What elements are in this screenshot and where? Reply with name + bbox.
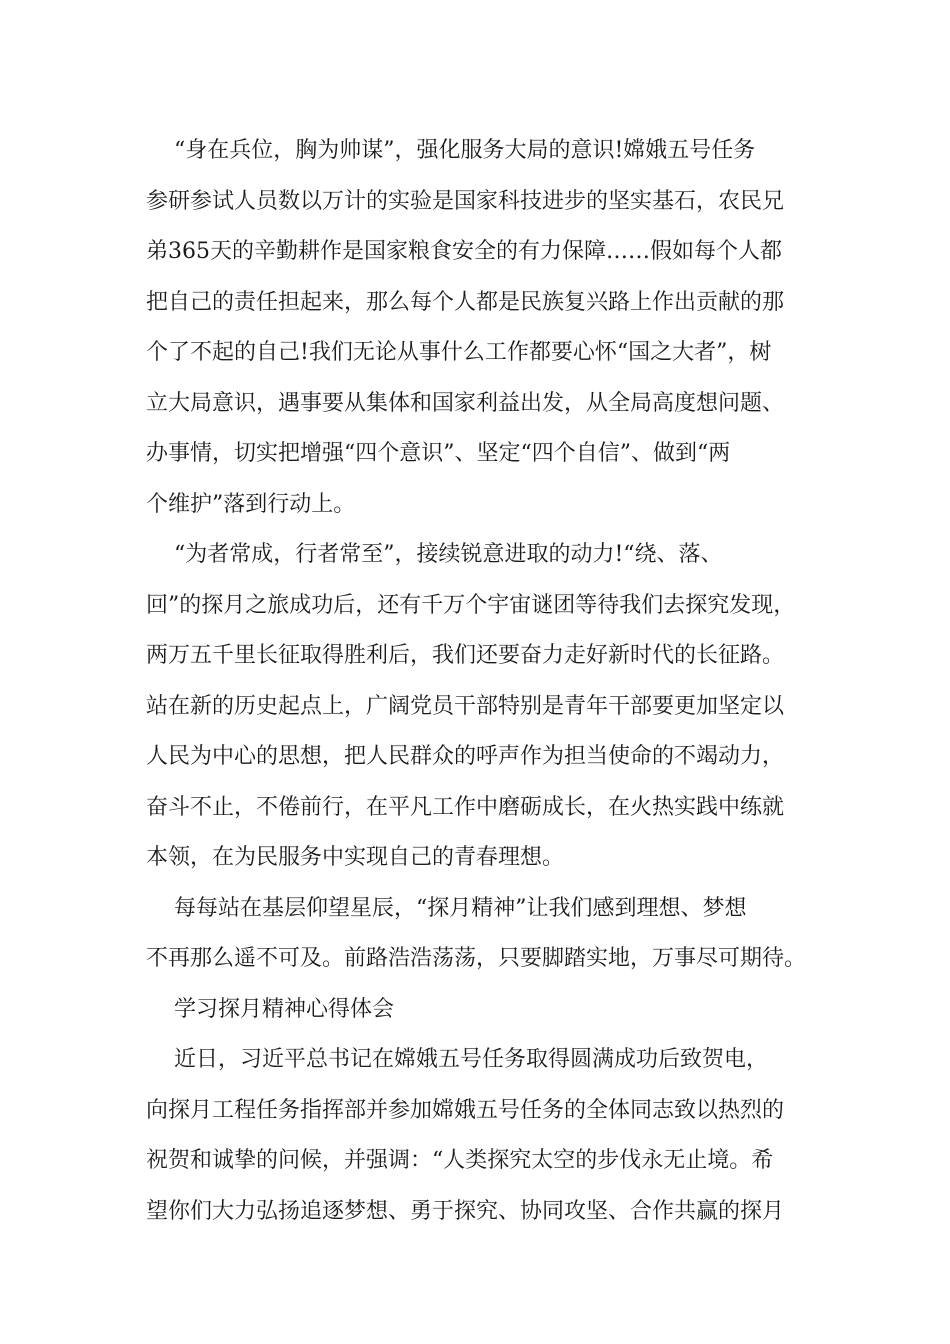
text-line: 个了不起的自己!我们无论从事什么工作都要心怀“国之大者”，树 bbox=[146, 340, 772, 365]
text-line: 弟365天的辛勤耕作是国家粮食安全的有力保障……假如每个人都 bbox=[146, 239, 782, 264]
text-line: “为者常成，行者常至”，接续锐意进取的动力!“绕、落、 bbox=[146, 542, 723, 567]
text-line: 参研参试人员数以万计的实验是国家科技进步的坚实基石，农民兄 bbox=[146, 188, 785, 214]
text-line: 望你们大力弘扬追逐梦想、勇于探究、协同攻坚、合作共赢的探月 bbox=[146, 1198, 785, 1224]
text-line: 把自己的责任担起来，那么每个人都是民族复兴路上作出贡献的那 bbox=[146, 289, 785, 315]
text-line: 办事情，切实把增强“四个意识”、坚定“四个自信”、做到“两 bbox=[146, 441, 731, 466]
text-line: 祝贺和诚挚的问候，并强调：“人类探究太空的步伐永无止境。希 bbox=[146, 1148, 774, 1173]
document-body bbox=[146, 126, 810, 1237]
text-line: 本领，在为民服务中实现自己的青春理想。 bbox=[146, 845, 565, 870]
text-line: 人民为中心的思想，把人民群众的呼声作为担当使命的不竭动力， bbox=[146, 744, 785, 769]
text-line: 站在新的历史起点上，广阔党员干部特别是青年干部要更加坚定以 bbox=[146, 693, 785, 719]
text-line: 两万五千里长征取得胜利后，我们还要奋力走好新时代的长征路。 bbox=[146, 643, 785, 668]
section-heading: 学习探月精神心得体会 bbox=[146, 996, 394, 1022]
text-line: 近日，习近平总书记在嫦娥五号任务取得圆满成功后致贺电， bbox=[146, 1047, 768, 1072]
text-line: “身在兵位，胸为帅谋”，强化服务大局的意识!嫦娥五号任务 bbox=[146, 138, 756, 163]
text-line: 奋斗不止，不倦前行，在平凡工作中磨砺成长，在火热实践中练就 bbox=[146, 794, 785, 820]
text-line: 回”的探月之旅成功后，还有千万个宇宙谜团等待我们去探究发现， bbox=[146, 592, 796, 618]
text-line: 个维护”落到行动上。 bbox=[146, 491, 356, 517]
text-line: 每每站在基层仰望星辰，“探月精神”让我们感到理想、梦想 bbox=[146, 895, 747, 921]
text-line: 向探月工程任务指挥部并参加嫦娥五号任务的全体同志致以热烈的 bbox=[146, 1097, 785, 1123]
text-line: 不再那么遥不可及。前路浩浩荡荡，只要脚踏实地，万事尽可期待。 bbox=[146, 946, 807, 971]
text-line: 立大局意识，遇事要从集体和国家利益出发，从全局高度想问题、 bbox=[146, 390, 785, 416]
